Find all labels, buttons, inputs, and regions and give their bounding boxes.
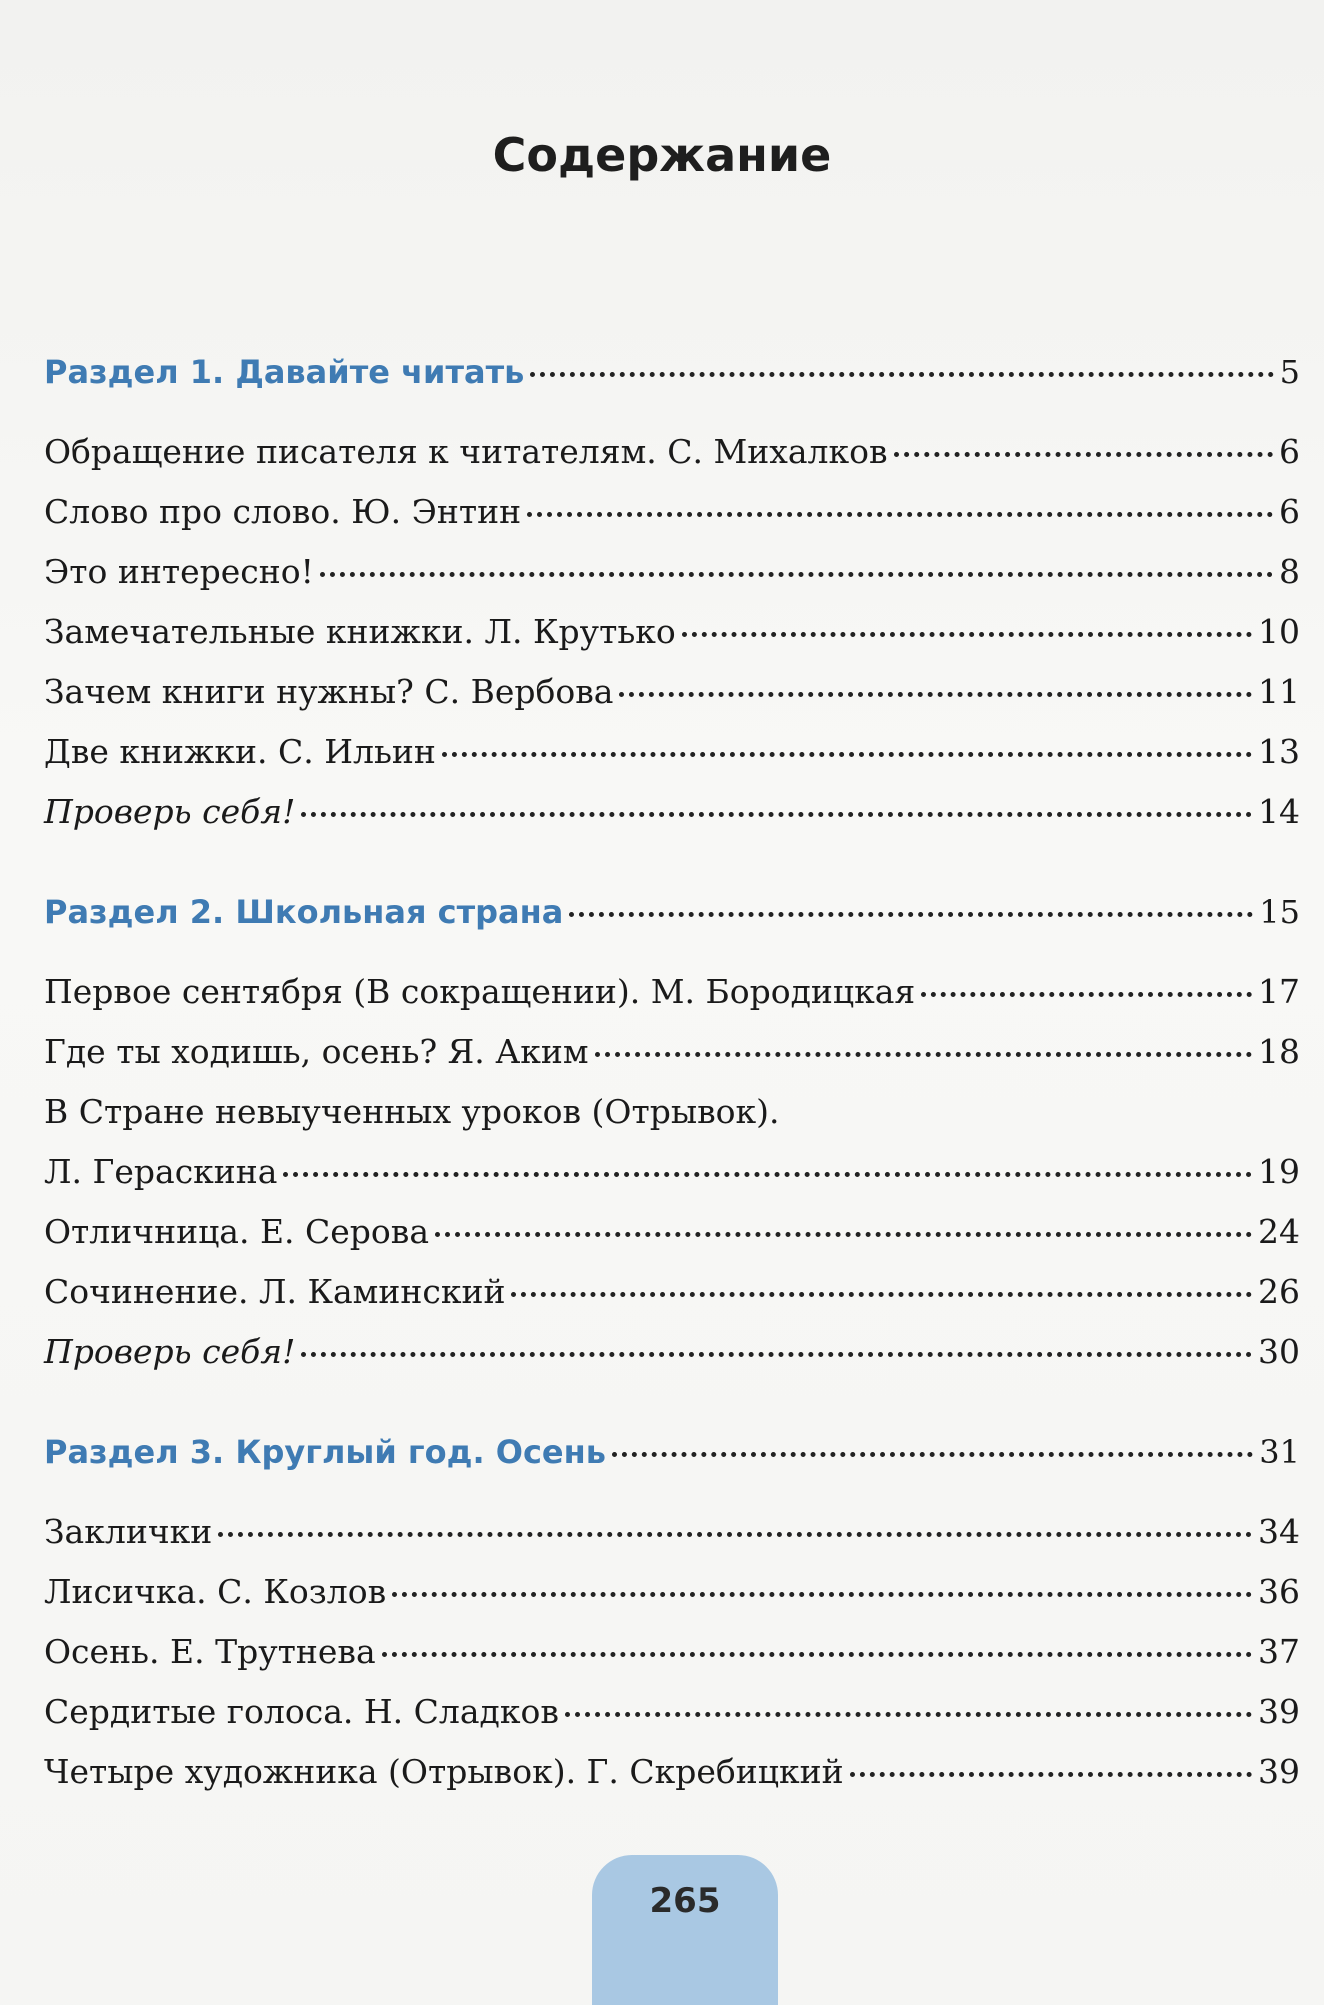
toc-entry	[44, 552, 1300, 592]
toc-entry-page: 37	[1258, 1632, 1300, 1671]
toc-entry	[44, 1092, 1300, 1132]
toc-entry-label: Проверь себя!	[44, 792, 296, 831]
leader-dots	[283, 1172, 1252, 1177]
page-number: 265	[592, 1855, 778, 2005]
toc-entry-page: 34	[1258, 1512, 1300, 1551]
leader-dots	[595, 1052, 1252, 1057]
leader-dots	[894, 452, 1273, 457]
toc-entry-page: 6	[1279, 432, 1300, 471]
leader-dots	[565, 1712, 1252, 1717]
toc-entry	[44, 1152, 1300, 1192]
toc-entry	[44, 1632, 1300, 1672]
leader-dots	[382, 1652, 1252, 1657]
leader-dots	[442, 752, 1252, 757]
toc-entry	[44, 732, 1300, 772]
toc-entry-page: 8	[1279, 552, 1300, 591]
toc-entry	[44, 792, 1300, 832]
toc-entry-label: Сочинение. Л. Каминский	[44, 1272, 506, 1311]
leader-dots	[218, 1532, 1252, 1537]
toc-entry-page: 39	[1258, 1692, 1300, 1731]
toc-entry-page: 30	[1258, 1332, 1300, 1371]
toc-entry	[44, 1032, 1300, 1072]
toc-entry-label: Проверь себя!	[44, 1332, 296, 1371]
toc-entry	[44, 1212, 1300, 1252]
leader-dots	[527, 512, 1273, 517]
toc-entry-page: 31	[1259, 1433, 1300, 1471]
toc-entry-page: 11	[1258, 672, 1300, 711]
toc-entry	[44, 1332, 1300, 1372]
leader-dots	[682, 632, 1252, 637]
toc-entry-label: Зачем книги нужны? С. Вербова	[44, 672, 614, 711]
toc-entry-page: 14	[1258, 792, 1300, 831]
toc-entry-page: 10	[1258, 612, 1300, 651]
toc-entry	[44, 612, 1300, 652]
toc-entry-label: Раздел 3. Круглый год. Осень	[44, 1433, 606, 1471]
toc-entry	[44, 1512, 1300, 1552]
toc-entry-label: Это интересно!	[44, 552, 314, 591]
toc-entry-label: Заклички	[44, 1512, 213, 1551]
toc-entry	[44, 1432, 1300, 1472]
leader-dots	[619, 692, 1252, 697]
toc-entry	[44, 1752, 1300, 1792]
toc-entry-page: 6	[1279, 492, 1300, 531]
toc-entry-label: Отличница. Е. Серова	[44, 1212, 430, 1251]
leader-dots	[301, 812, 1252, 817]
toc-entry-label: Слово про слово. Ю. Энтин	[44, 492, 522, 531]
page-title: Содержание	[492, 128, 832, 182]
toc-entry	[44, 672, 1300, 712]
toc-entry	[44, 1572, 1300, 1612]
toc-entry-label: Сердитые голоса. Н. Сладков	[44, 1692, 559, 1731]
leader-dots	[850, 1772, 1252, 1777]
toc-entry	[44, 972, 1300, 1012]
toc-entry-page: 26	[1258, 1272, 1300, 1311]
toc-entry-page: 39	[1258, 1752, 1300, 1791]
toc-entry-label: Первое сентября (В сокращении). М. Бородицкая	[44, 972, 916, 1011]
toc-entry-label: Четыре художника (Отрывок). Г. Скребицкий	[44, 1752, 844, 1791]
toc-entry	[44, 1692, 1300, 1732]
leader-dots	[612, 1452, 1253, 1457]
toc-entry-label: Обращение писателя к читателям. С. Михалков	[44, 432, 888, 471]
toc-entry	[44, 352, 1300, 392]
toc-entry-page: 19	[1258, 1152, 1300, 1191]
toc-entry-label: Раздел 1. Давайте читать	[44, 353, 525, 391]
leader-dots	[569, 912, 1253, 917]
leader-dots	[320, 572, 1273, 577]
toc-entry-page: 13	[1258, 732, 1300, 771]
toc-entry-label: Раздел 2. Школьная страна	[44, 893, 564, 931]
toc-entry-page: 15	[1259, 893, 1300, 931]
leader-dots	[511, 1292, 1252, 1297]
toc-entry-label: Осень. Е. Трутнева	[44, 1632, 376, 1671]
toc-entry-label: Лисичка. С. Козлов	[44, 1572, 387, 1611]
toc-entry	[44, 1272, 1300, 1312]
leader-dots	[530, 372, 1273, 377]
toc-entry	[44, 492, 1300, 532]
toc-entry	[44, 432, 1300, 472]
toc-entry-label: Где ты ходишь, осень? Я. Аким	[44, 1032, 589, 1071]
toc-entry-label: В Стране невыученных уроков (Отрывок).	[44, 1092, 780, 1131]
leader-dots	[435, 1232, 1252, 1237]
toc-entry-page: 18	[1258, 1032, 1300, 1071]
toc-entry	[44, 892, 1300, 932]
leader-dots	[301, 1352, 1252, 1357]
toc-entry-label: Замечательные книжки. Л. Крутько	[44, 612, 676, 651]
leader-dots	[921, 992, 1252, 997]
toc-entry-page: 24	[1258, 1212, 1300, 1251]
leader-dots	[392, 1592, 1252, 1597]
toc-entry-page: 36	[1258, 1572, 1300, 1611]
toc-entry-page: 5	[1279, 353, 1300, 391]
toc-entry-label: Л. Гераскина	[44, 1152, 278, 1191]
toc-entry-label: Две книжки. С. Ильин	[44, 732, 436, 771]
toc-entry-page: 17	[1258, 972, 1300, 1011]
